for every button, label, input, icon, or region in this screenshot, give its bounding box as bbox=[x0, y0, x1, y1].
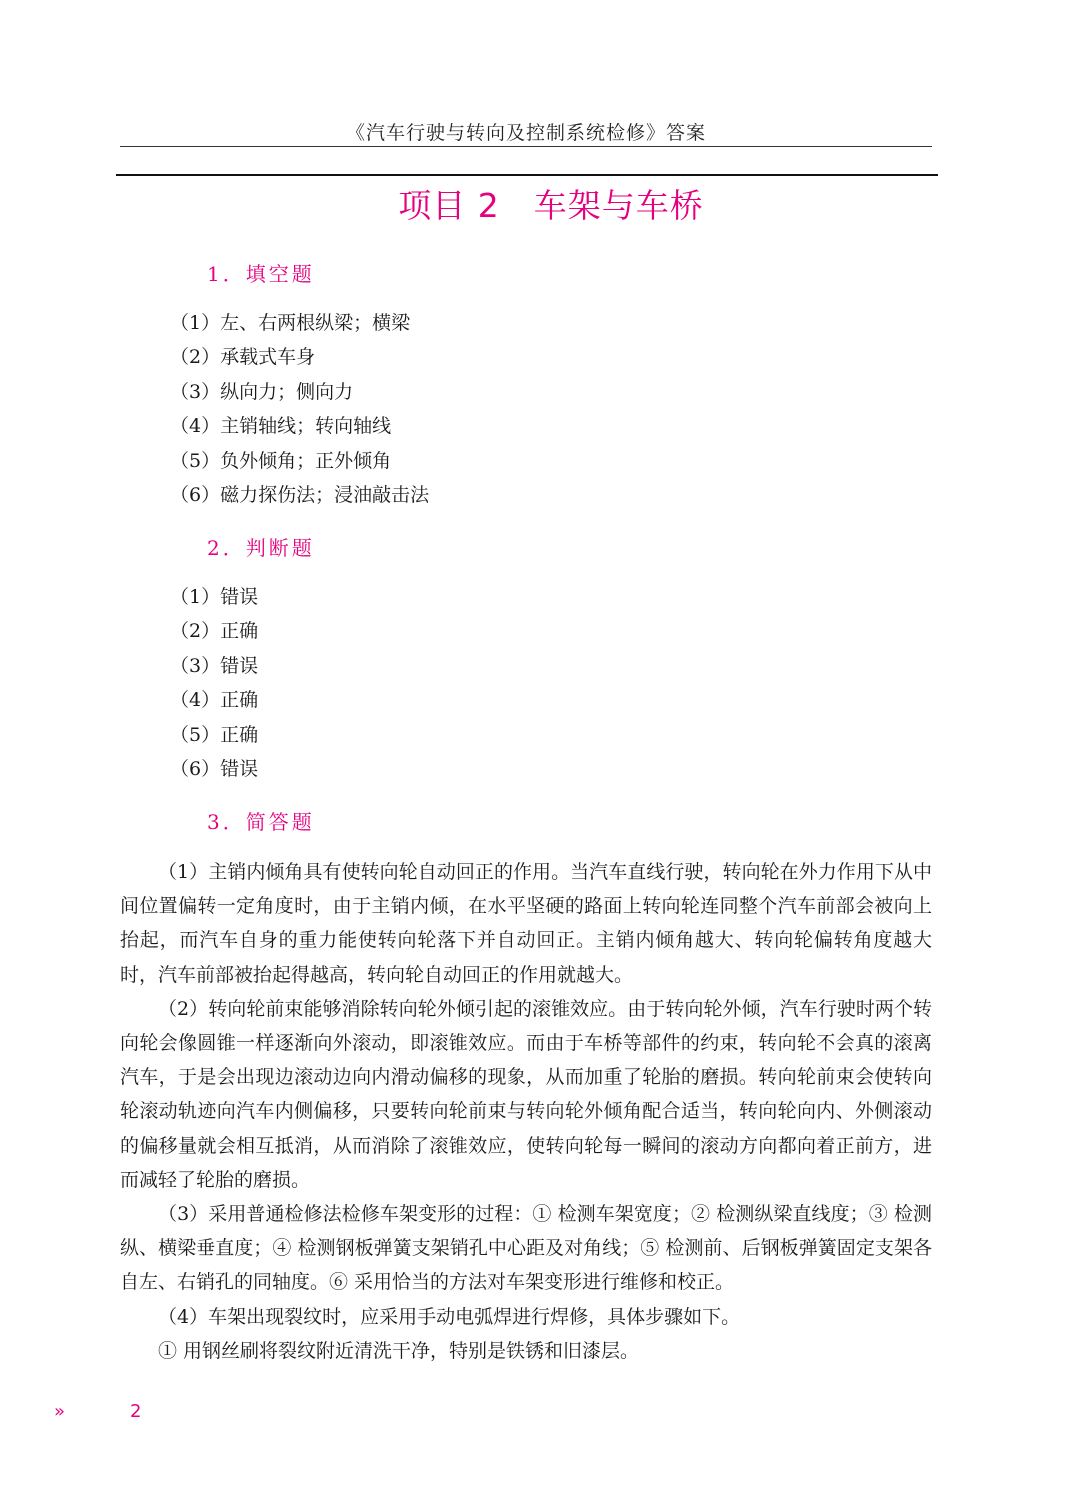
list-item: （4）正确 bbox=[170, 689, 259, 712]
answer-paragraph: （4）车架出现裂纹时，应采用手动电弧焊进行焊修，具体步骤如下。 bbox=[158, 1305, 741, 1328]
section-heading-short-answer: 3．简答题 bbox=[207, 810, 315, 834]
section-heading-fill-in: 1．填空题 bbox=[207, 262, 315, 286]
answer-paragraph: （1）主销内倾角具有使转向轮自动回正的作用。当汽车直线行驶，转向轮在外力作用下从中间位置偏转一定角度时，由于主销内倾，在水平坚硬的路面上转向轮连同整个汽车前部会被向上抬起，而汽车自身的重力能使转向轮落下并自动回正。主销内倾角越大、转向轮偏转角度越大时，汽车前部被抬起得越高，转向轮自动回正的作用就越大。 bbox=[120, 861, 932, 986]
list-item: （5）负外倾角；正外倾角 bbox=[170, 449, 392, 472]
answer-paragraph: ① 用钢丝刷将裂纹附近清洗干净，特别是铁锈和旧漆层。 bbox=[158, 1339, 640, 1362]
answer-paragraph: （3）采用普通检修法检修车架变形的过程：① 检测车架宽度；② 检测纵梁直线度；③ 检测纵、横梁垂直度；④ 检测钢板弹簧支架销孔中心距及对角线；⑤ 检测前、后钢板弹簧固定支架各自左、右销孔的同轴度。⑥ 采用恰当的方法对车架变形进行维修和校正。 bbox=[120, 1203, 932, 1294]
short-answer-body bbox=[120, 855, 932, 1368]
list-item: （4）主销轴线；转向轴线 bbox=[170, 415, 392, 438]
chapter-title: 项目 2 车架与车桥 bbox=[398, 186, 704, 225]
list-item: （5）正确 bbox=[170, 723, 259, 746]
section-heading-true-false: 2．判断题 bbox=[207, 536, 315, 560]
list-item: （3）纵向力；侧向力 bbox=[170, 380, 354, 403]
list-item: （6）错误 bbox=[170, 757, 259, 780]
true-false-answer-list bbox=[170, 580, 258, 786]
page-number: 2 bbox=[130, 1401, 142, 1422]
header-rule-thin bbox=[120, 146, 932, 147]
header-rule-thick bbox=[116, 174, 938, 176]
list-item: （2）承载式车身 bbox=[170, 346, 316, 369]
list-item: （1）左、右两根纵梁；横梁 bbox=[170, 312, 411, 334]
list-item: （2）正确 bbox=[170, 620, 259, 643]
list-item: （3）错误 bbox=[170, 654, 259, 677]
running-header: 《汽车行驶与转向及控制系统检修》答案 bbox=[345, 122, 706, 144]
list-item: （1）错误 bbox=[170, 586, 259, 608]
fill-in-answer-list bbox=[170, 306, 429, 512]
double-chevron-icon: » bbox=[54, 1401, 66, 1422]
list-item: （6）磁力探伤法；浸油敲击法 bbox=[170, 483, 430, 506]
answer-paragraph: （2）转向轮前束能够消除转向轮外倾引起的滚锥效应。由于转向轮外倾，汽车行驶时两个转向轮会像圆锥一样逐渐向外滚动，即滚锥效应。而由于车桥等部件的约束，转向轮不会真的滚离汽车，于是会出现边滚动边向内滑动偏移的现象，从而加重了轮胎的磨损。转向轮前束会使转向轮滚动轨迹向汽车内侧偏移，只要转向轮前束与转向轮外倾角配合适当，转向轮向内、外侧滚动的偏移量就会相互抵消，从而消除了滚锥效应，使转向轮每一瞬间的滚动方向都向着正前方，进而减轻了轮胎的磨损。 bbox=[120, 997, 932, 1191]
